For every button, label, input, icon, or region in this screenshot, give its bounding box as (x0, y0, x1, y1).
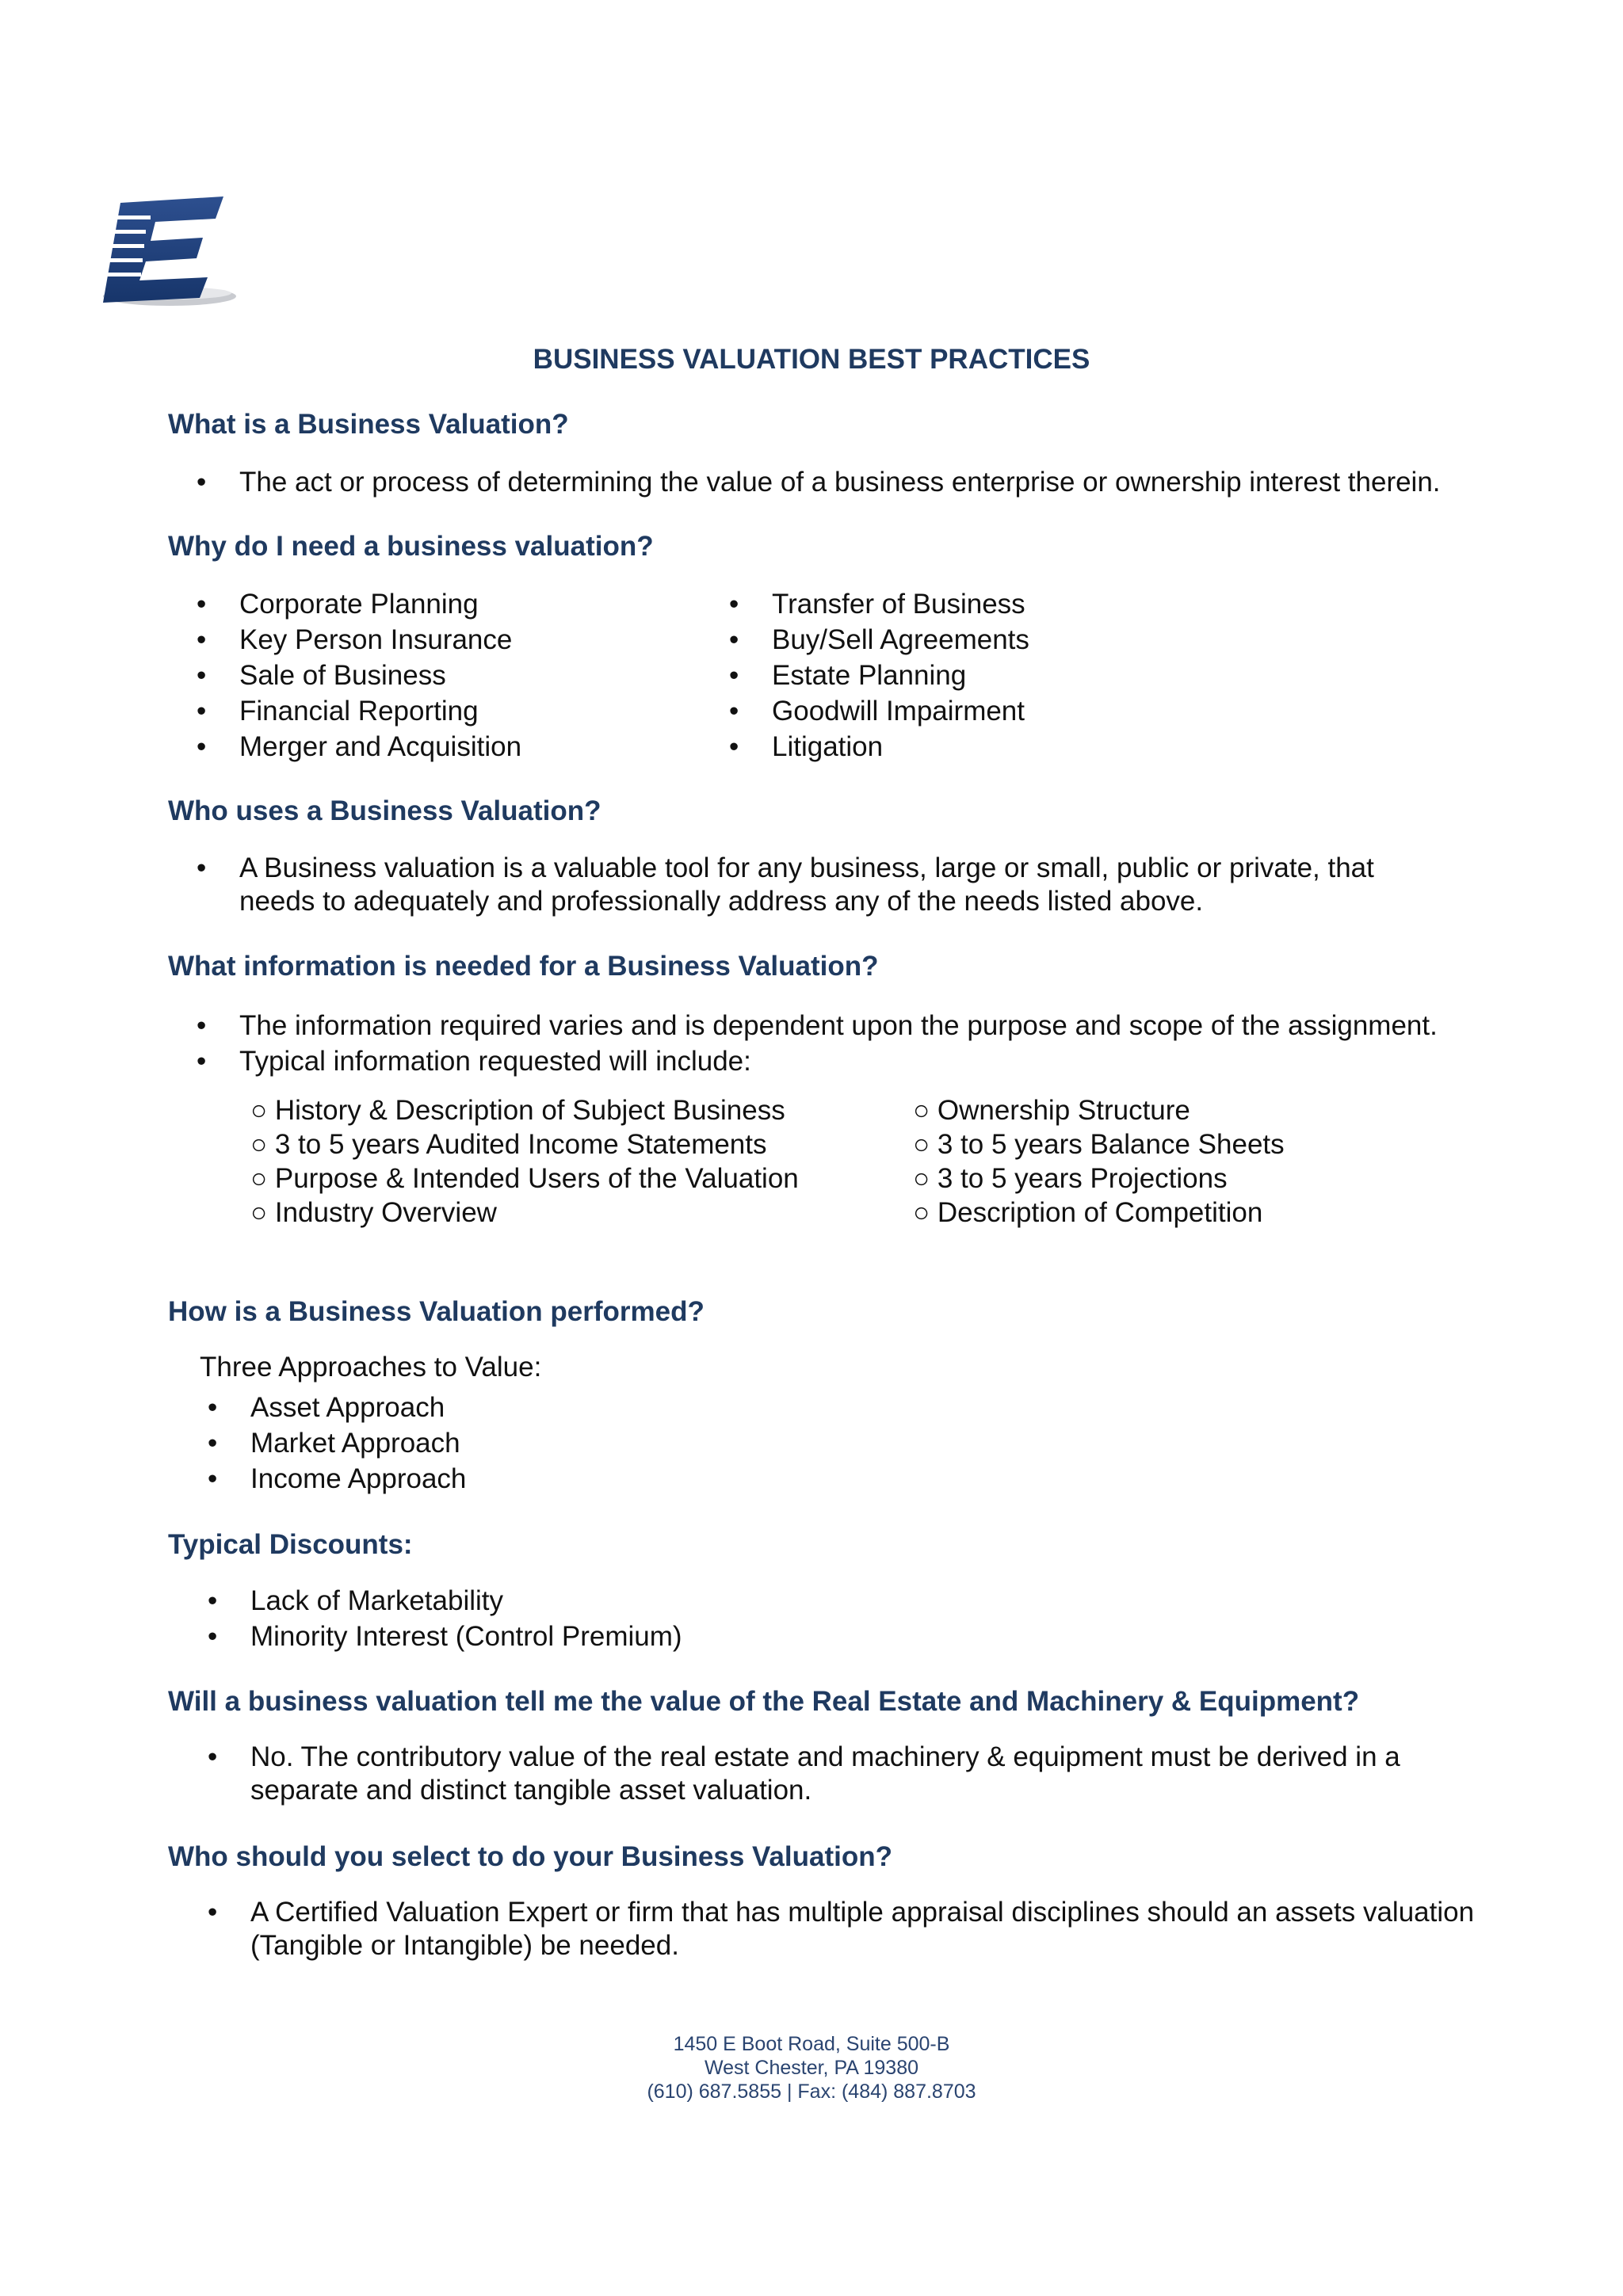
list-item: • No. The contributory value of the real estate and machinery & equipment must be derived in a (208, 1741, 1400, 1772)
who-uses-list (197, 852, 1374, 918)
info-list (197, 1008, 1438, 1079)
heading-who-uses: Who uses a Business Valuation? (168, 795, 601, 826)
sub-list-item: ○ Purpose & Intended Users of the Valuation (250, 1163, 799, 1194)
heading-info-needed: What information is needed for a Business Valuation? (168, 951, 879, 982)
list-item: • Typical information requested will include: (197, 1046, 751, 1077)
footer-address-line2: West Chester, PA 19380 (704, 2057, 919, 2079)
sub-list-item: ○ Description of Competition (913, 1197, 1263, 1228)
heading-how-performed: How is a Business Valuation performed? (168, 1296, 705, 1327)
heading-what-is: What is a Business Valuation? (168, 409, 569, 440)
list-item: • Sale of Business (197, 660, 446, 691)
list-item: • The act or process of determining the value of a business enterprise or ownership interest therein. (197, 467, 1441, 498)
why-list-left (197, 586, 522, 765)
footer-phone: (610) 687.5855 | Fax: (484) 887.8703 (647, 2081, 976, 2103)
sub-list-item: ○ 3 to 5 years Balance Sheets (913, 1129, 1285, 1160)
info-sublist-left (250, 1093, 821, 1230)
approaches-intro: Three Approaches to Value: (200, 1352, 542, 1383)
list-item: • Estate Planning (729, 660, 967, 691)
list-item: • Key Person Insurance (197, 624, 513, 655)
sub-list-item: ○ 3 to 5 years Projections (913, 1163, 1228, 1194)
list-item: • A Certified Valuation Expert or firm that has multiple appraisal disciplines should an assets valuation (208, 1897, 1475, 1928)
approaches-list (208, 1390, 467, 1497)
heading-why-need: Why do I need a business valuation? (168, 531, 654, 562)
list-item: • Goodwill Impairment (729, 696, 1025, 727)
list-item: • Financial Reporting (197, 696, 479, 727)
page-title: BUSINESS VALUATION BEST PRACTICES (533, 344, 1090, 375)
list-item: • A Business valuation is a valuable tool for any business, large or small, public or private, that (197, 852, 1374, 883)
list-item: • Asset Approach (208, 1392, 445, 1423)
company-logo (97, 192, 239, 315)
list-item: • The information required varies and is dependent upon the purpose and scope of the assignment. (197, 1010, 1438, 1041)
real-estate-list (208, 1741, 1400, 1807)
list-item: • Lack of Marketability (208, 1585, 504, 1616)
heading-who-select: Who should you select to do your Business Valuation? (168, 1841, 892, 1872)
list-item: • Market Approach (208, 1428, 460, 1459)
list-item-continuation: needs to adequately and professionally address any of the needs listed above. (239, 886, 1204, 917)
info-sublist-right (913, 1093, 1468, 1230)
list-item-continuation: separate and distinct tangible asset valuation. (250, 1775, 812, 1806)
footer-address-line1: 1450 E Boot Road, Suite 500-B (673, 2033, 950, 2055)
sub-list-item: ○ 3 to 5 years Audited Income Statements (250, 1129, 767, 1160)
select-list (208, 1896, 1475, 1962)
list-item: • Buy/Sell Agreements (729, 624, 1029, 655)
why-list-right (729, 586, 1029, 765)
what-is-list (197, 464, 1441, 500)
sub-list-item: ○ Ownership Structure (913, 1095, 1190, 1126)
list-item: • Litigation (729, 731, 884, 762)
sub-list-item: ○ History & Description of Subject Business (250, 1095, 785, 1126)
list-item: • Minority Interest (Control Premium) (208, 1621, 682, 1652)
footer-contact (0, 2032, 1623, 2103)
e-letter-logo-icon (97, 192, 239, 315)
heading-real-estate: Will a business valuation tell me the value of the Real Estate and Machinery & Equipment? (168, 1686, 1360, 1717)
discounts-list (208, 1583, 682, 1654)
sub-list-item: ○ Industry Overview (250, 1197, 497, 1228)
list-item-continuation: (Tangible or Intangible) be needed. (250, 1930, 679, 1961)
heading-typical-discounts: Typical Discounts: (168, 1529, 413, 1560)
list-item: • Transfer of Business (729, 589, 1025, 620)
list-item: • Corporate Planning (197, 589, 479, 620)
list-item: • Income Approach (208, 1463, 467, 1494)
list-item: • Merger and Acquisition (197, 731, 522, 762)
